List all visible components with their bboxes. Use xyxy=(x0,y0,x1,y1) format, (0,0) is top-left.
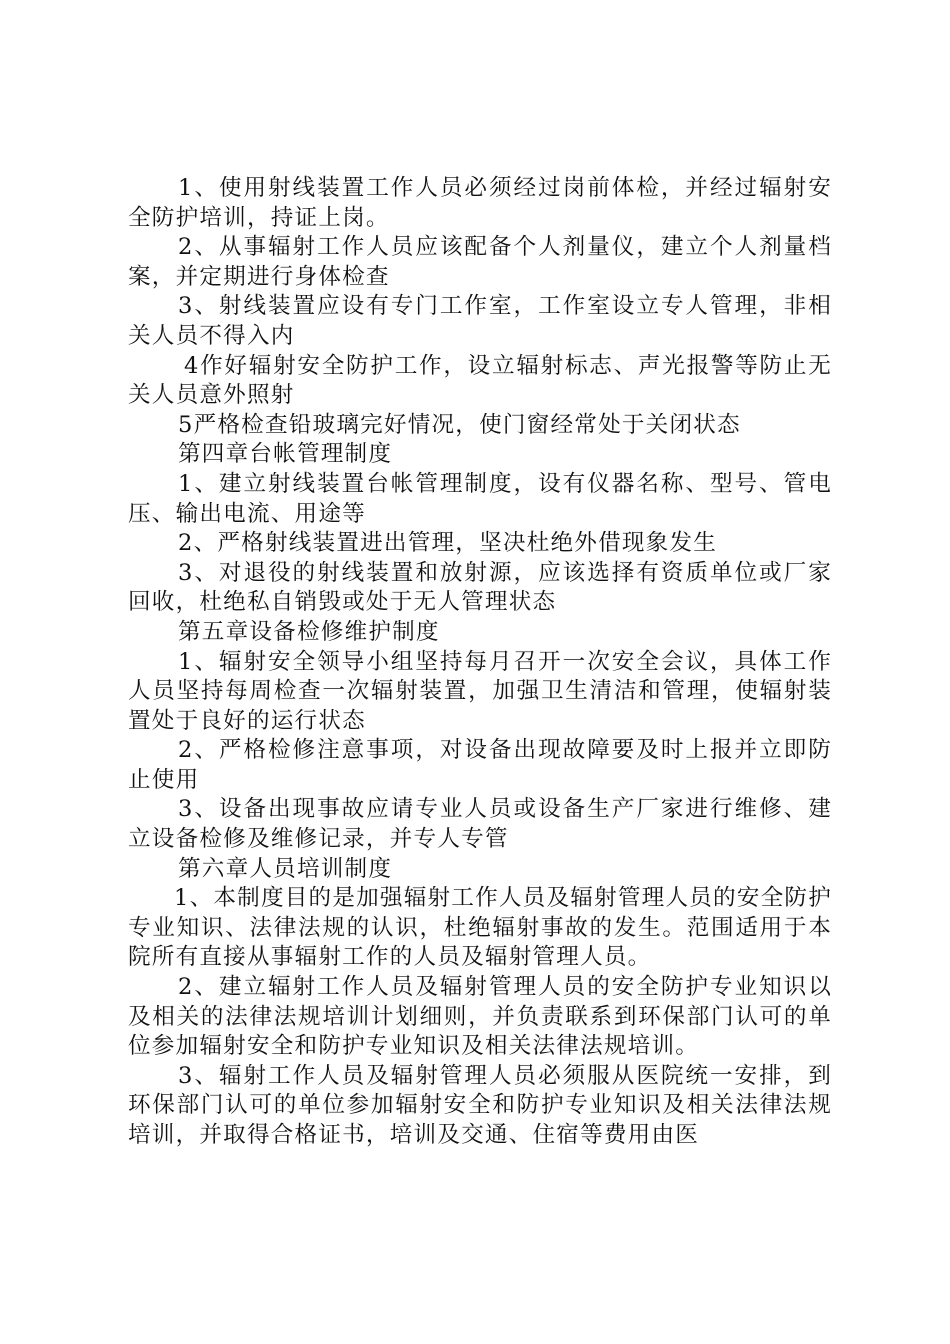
paragraph: 2、严格射线装置进出管理，坚决杜绝外借现象发生 xyxy=(178,530,718,557)
paragraph: 5严格检查铅玻璃完好情况，使门窗经常处于关闭状态 xyxy=(178,411,741,438)
section-heading: 第四章台帐管理制度 xyxy=(178,441,393,468)
paragraph: 1、辐射安全领导小组坚持每月召开一次安全会议，具体工作人员坚持每周检查一次辐射装置，加强卫生清洁和管理，使辐射装置处于良好的运行状态 xyxy=(128,648,832,734)
section-heading: 第五章设备检修维护制度 xyxy=(178,618,440,645)
section-heading: 第六章人员培训制度 xyxy=(178,855,393,882)
paragraph: 3、辐射工作人员及辐射管理人员必须服从医院统一安排，到环保部门认可的单位参加辐射安全和防护专业知识及相关法律法规培训，并取得合格证书，培训及交通、住宿等费用由医 xyxy=(128,1062,832,1148)
paragraph: 2、从事辐射工作人员应该配备个人剂量仪，建立个人剂量档案，并定期进行身体检查 xyxy=(128,234,832,290)
paragraph: 1、使用射线装置工作人员必须经过岗前体检，并经过辐射安全防护培训，持证上岗。 xyxy=(128,175,832,231)
paragraph: 3、对退役的射线装置和放射源，应该选择有资质单位或厂家回收，杜绝私自销毁或处于无人管理状态 xyxy=(128,559,832,616)
paragraph: 3、射线装置应设有专门工作室，工作室设立专人管理，非相关人员不得入内 xyxy=(128,293,832,349)
paragraph: 3、设备出现事故应请专业人员或设备生产厂家进行维修、建立设备检修及维修记录，并专人专管 xyxy=(128,796,832,853)
paragraph: 4作好辐射安全防护工作，设立辐射标志、声光报警等防止无关人员意外照射 xyxy=(128,352,832,409)
paragraph: 1、建立射线装置台帐管理制度，设有仪器名称、型号、管电压、输出电流、用途等 xyxy=(128,470,832,527)
document-body xyxy=(128,174,832,1151)
paragraph: 1、本制度目的是加强辐射工作人员及辐射管理人员的安全防护专业知识、法律法规的认识，杜绝辐射事故的发生。范围适用于本院所有直接从事辐射工作的人员及辐射管理人员。 xyxy=(128,885,833,971)
paragraph: 2、建立辐射工作人员及辐射管理人员的安全防护专业知识以及相关的法律法规培训计划细则，并负责联系到环保部门认可的单位参加辐射安全和防护专业知识及相关法律法规培训。 xyxy=(128,974,832,1060)
paragraph: 2、严格检修注意事项，对设备出现故障要及时上报并立即防止使用 xyxy=(128,737,832,793)
